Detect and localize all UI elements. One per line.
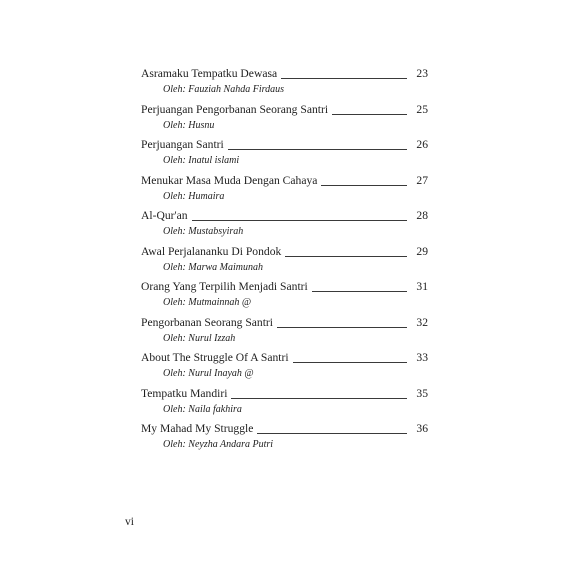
toc-entry-author: Oleh: Neyzha Andara Putri [163,439,274,450]
toc-entry [141,419,428,455]
toc-entry-author: Oleh: Nurul Izzah [163,332,236,344]
toc-entry [141,384,428,420]
toc-entry [141,242,428,278]
toc-leader-line [228,149,407,150]
toc-leader-line [285,256,407,257]
toc-leader-line [321,185,407,186]
toc-entry-author: Oleh: Humaira [163,190,225,202]
toc-entry-page: 36 [416,422,428,435]
toc-entry-author: Oleh: Marwa Maimunah [163,261,263,273]
toc-leader-line [293,362,407,363]
toc-entry-author: Oleh: Mustabsyirah [163,226,244,237]
toc-entry-line [141,313,428,332]
toc-entry [141,313,428,349]
toc-entry-title: Perjuangan Santri [141,138,224,151]
toc-entry-page: 33 [416,351,428,364]
toc-entry-author: Oleh: Nurul Inayah @ [163,368,254,379]
toc-entry-page: 35 [416,386,428,400]
toc-entry-title: Perjuangan Pengorbanan Seorang Santri [141,102,329,116]
toc-leader-line [277,327,407,328]
table-of-contents [141,64,428,455]
toc-entry-page: 28 [416,209,428,222]
toc-entry [141,135,428,171]
toc-entry-title: About The Struggle Of A Santri [141,351,289,364]
toc-entry-title: Asramaku Tempatku Dewasa [141,67,278,80]
toc-entry-line [141,348,428,367]
toc-entry-line [141,242,428,261]
toc-entry [141,277,428,313]
toc-entry-page: 23 [416,67,428,80]
toc-leader-line [312,291,407,292]
toc-leader-line [257,433,407,434]
toc-entry-line [141,277,428,296]
toc-entry-author: Oleh: Fauziah Nahda Firdaus [163,84,285,95]
toc-entry-page: 29 [416,244,428,258]
toc-entry-title: Tempatku Mandiri [141,386,228,400]
toc-entry-page: 32 [416,315,428,329]
toc-entry-title: Awal Perjalananku Di Pondok [141,244,282,258]
toc-entry-line [141,100,428,119]
toc-entry [141,348,428,384]
toc-entry-author: Oleh: Inatul islami [163,155,240,166]
toc-entry-author: Oleh: Naila fakhira [163,403,242,415]
toc-entry-page: 31 [416,280,428,293]
toc-leader-line [281,78,407,79]
toc-entry-page: 25 [416,102,428,116]
page-number: vi [125,516,134,528]
toc-entry [141,64,428,100]
toc-entry-author: Oleh: Husnu [163,119,215,131]
toc-entry-line [141,64,428,83]
toc-entry-title: Menukar Masa Muda Dengan Cahaya [141,173,318,187]
toc-entry-line [141,206,428,225]
toc-entry-page: 26 [416,138,428,151]
toc-leader-line [192,220,407,221]
toc-entry [141,171,428,207]
toc-entry-line [141,384,428,403]
toc-entry-line [141,171,428,190]
toc-entry [141,206,428,242]
toc-leader-line [231,398,407,399]
toc-entry-title: Orang Yang Terpilih Menjadi Santri [141,280,308,293]
toc-entry-title: Al-Qur'an [141,209,188,222]
toc-entry-title: Pengorbanan Seorang Santri [141,315,274,329]
toc-entry-title: My Mahad My Struggle [141,422,254,435]
toc-entry-line [141,135,428,154]
toc-entry [141,100,428,136]
toc-entry-author: Oleh: Mutmainnah @ [163,297,252,308]
toc-entry-page: 27 [416,173,428,187]
toc-leader-line [332,114,407,115]
toc-entry-line [141,419,428,438]
